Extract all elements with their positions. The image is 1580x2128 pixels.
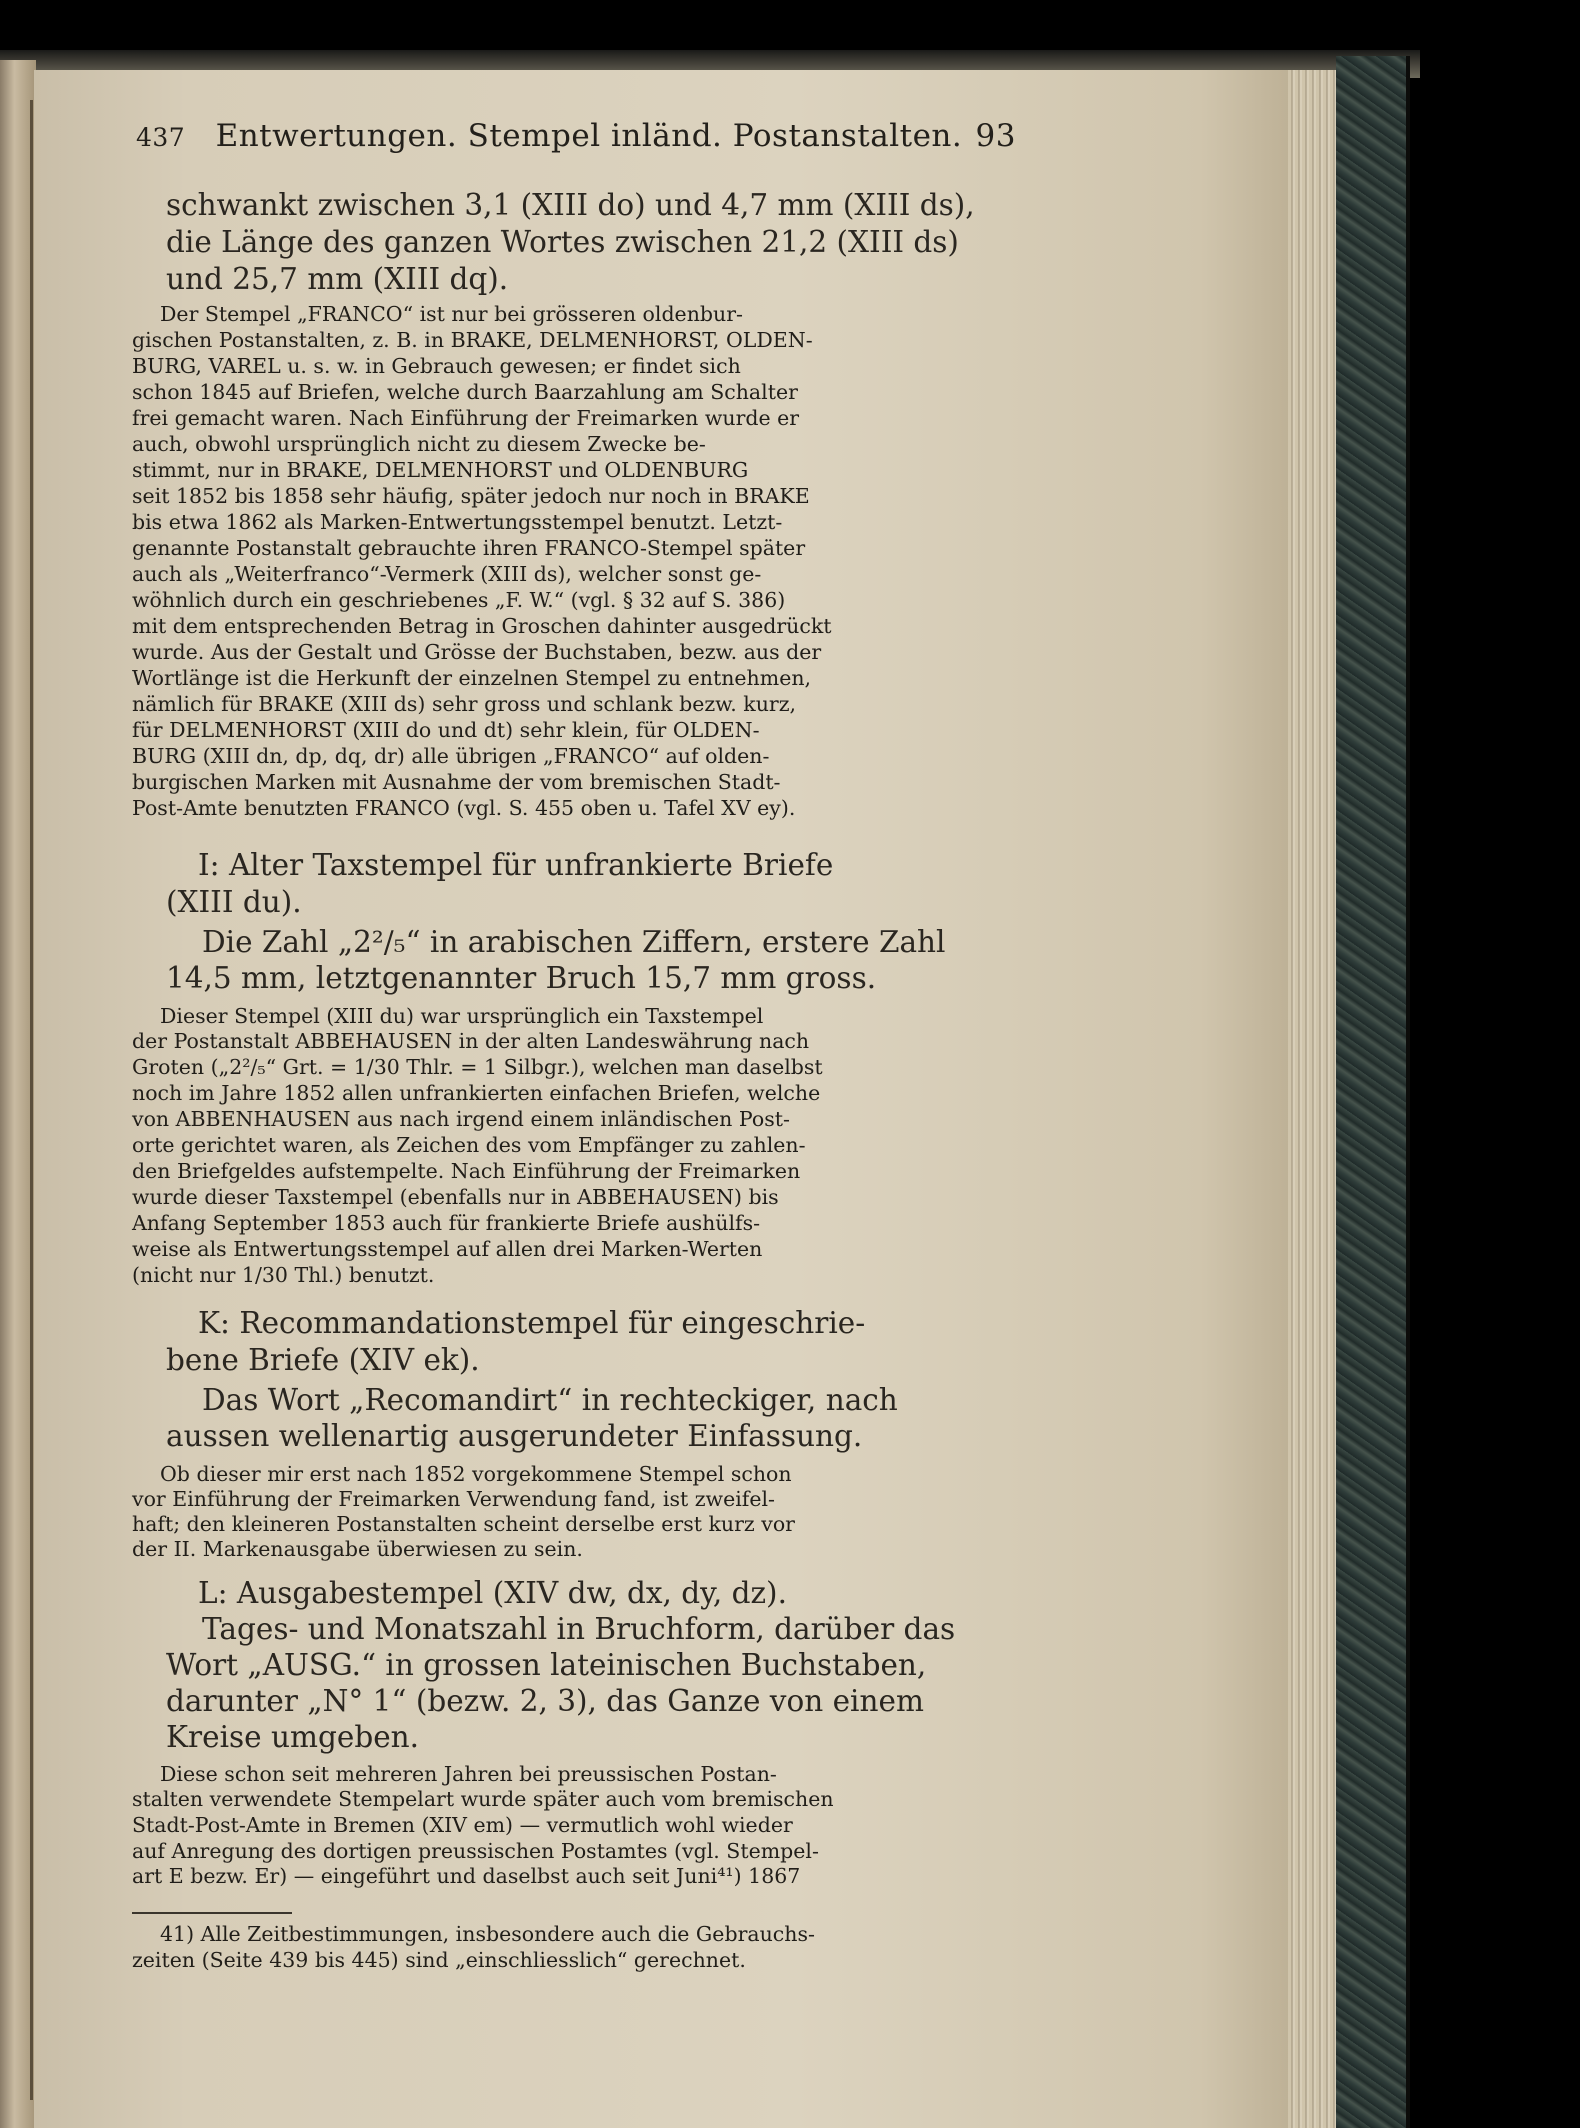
- body-line-large: 14,5 mm, letztgenannter Bruch 15,7 mm gross.: [166, 961, 877, 995]
- body-line-small: mit dem entsprechenden Betrag in Groschen dahinter ausgedrückt: [132, 614, 832, 638]
- body-line-large: schwankt zwischen 3,1 (XIII do) und 4,7 mm (XIII ds),: [166, 188, 975, 222]
- body-line-small: nämlich für BRAKE (XIII ds) sehr gross und schlank bezw. kurz,: [132, 692, 797, 716]
- body-line-small: Diese schon seit mehreren Jahren bei preussischen Postan-: [160, 1762, 777, 1786]
- body-line-small: stalten verwendete Stempelart wurde später auch vom bremischen: [132, 1787, 834, 1811]
- body-line-small: weise als Entwertungsstempel auf allen drei Marken-Werten: [132, 1237, 763, 1261]
- body-line-small: auch, obwohl ursprünglich nicht zu diesem Zwecke be-: [132, 432, 706, 456]
- body-line-small: art E bezw. Er) — eingeführt und daselbst auch seit Juni⁴¹) 1867: [132, 1864, 801, 1888]
- body-line-small: der II. Markenausgabe überwiesen zu sein.: [132, 1537, 583, 1561]
- body-line-large: aussen wellenartig ausgerundeter Einfassung.: [166, 1419, 863, 1453]
- body-line-large: bene Briefe (XIV ek).: [166, 1343, 480, 1377]
- body-line-small: Stadt-Post-Amte in Bremen (XIV em) — vermutlich wohl wieder: [132, 1813, 793, 1837]
- body-line-large: Die Zahl „2²/₅“ in arabischen Ziffern, erstere Zahl: [202, 925, 946, 959]
- body-line-large: Das Wort „Recomandirt“ in rechteckiger, nach: [202, 1383, 898, 1417]
- body-line-small: Groten („2²/₅“ Grt. = 1/30 Thlr. = 1 Silbgr.), welchen man daselbst: [132, 1055, 823, 1079]
- body-line-small: bis etwa 1862 als Marken-Entwertungsstempel benutzt. Letzt-: [132, 510, 783, 534]
- body-line-large: und 25,7 mm (XIII dq).: [166, 262, 509, 296]
- body-line-large: Tages- und Monatszahl in Bruchform, darüber das: [202, 1612, 956, 1646]
- body-line-small: gischen Postanstalten, z. B. in BRAKE, DELMENHORST, OLDEN-: [132, 328, 813, 352]
- body-line-large: darunter „N° 1“ (bezw. 2, 3), das Ganze von einem: [166, 1684, 924, 1718]
- body-line-small: BURG (XIII dn, dp, dq, dr) alle übrigen „FRANCO“ auf olden-: [132, 744, 770, 768]
- body-line-small: genannte Postanstalt gebrauchte ihren FRANCO-Stempel später: [132, 536, 806, 560]
- footnote-line: zeiten (Seite 439 bis 445) sind „einschliesslich“ gerechnet.: [132, 1948, 746, 1972]
- body-line-small: Anfang September 1853 auch für frankierte Briefe aushülfs-: [132, 1211, 761, 1235]
- body-line-large: die Länge des ganzen Wortes zwischen 21,2 (XIII ds): [166, 225, 959, 259]
- body-line-small: Ob dieser mir erst nach 1852 vorgekommene Stempel schon: [160, 1462, 792, 1486]
- body-line-small: haft; den kleineren Postanstalten scheint derselbe erst kurz vor: [132, 1512, 795, 1536]
- body-line-small: wurde. Aus der Gestalt und Grösse der Buchstaben, bezw. aus der: [132, 640, 822, 664]
- body-line-small: von ABBENHAUSEN aus nach irgend einem inländischen Post-: [132, 1107, 790, 1131]
- body-line-small: Der Stempel „FRANCO“ ist nur bei grösseren oldenbur-: [160, 302, 743, 326]
- body-line-small: wöhnlich durch ein geschriebenes „F. W.“ (vgl. § 32 auf S. 386): [132, 588, 786, 612]
- body-line-small: orte gerichtet waren, als Zeichen des vom Empfänger zu zahlen-: [132, 1133, 806, 1157]
- body-line-small: vor Einführung der Freimarken Verwendung fand, ist zweifel-: [132, 1487, 775, 1511]
- running-header: [136, 118, 1016, 154]
- footnote-line: 41) Alle Zeitbestimmungen, insbesondere auch die Gebrauchs-: [160, 1922, 815, 1946]
- body-line-small: BURG, VAREL u. s. w. in Gebrauch gewesen; er findet sich: [132, 354, 741, 378]
- body-line-small: schon 1845 auf Briefen, welche durch Baarzahlung am Schalter: [132, 380, 798, 404]
- body-line-large: (XIII du).: [166, 885, 302, 919]
- body-line-small: der Postanstalt ABBEHAUSEN in der alten Landeswährung nach: [132, 1029, 810, 1053]
- header-page-number: 93: [975, 118, 1016, 154]
- body-line-small: (nicht nur 1/30 Thl.) benutzt.: [132, 1263, 435, 1287]
- body-line-large: I: Alter Taxstempel für unfrankierte Briefe: [198, 848, 834, 882]
- body-line-small: noch im Jahre 1852 allen unfrankierten einfachen Briefen, welche: [132, 1081, 821, 1105]
- body-line-large: Kreise umgeben.: [166, 1720, 420, 1754]
- body-line-small: für DELMENHORST (XIII do und dt) sehr klein, für OLDEN-: [132, 718, 760, 742]
- body-line-large: K: Recommandationstempel für eingeschrie-: [198, 1306, 866, 1340]
- body-line-small: Wortlänge ist die Herkunft der einzelnen Stempel zu entnehmen,: [132, 666, 812, 690]
- body-line-small: den Briefgeldes aufstempelte. Nach Einführung der Freimarken: [132, 1159, 801, 1183]
- footnote-rule: [132, 1912, 292, 1914]
- body-line-small: stimmt, nur in BRAKE, DELMENHORST und OLDENBURG: [132, 458, 749, 482]
- body-line-small: Post-Amte benutzten FRANCO (vgl. S. 455 oben u. Tafel XV ey).: [132, 796, 796, 820]
- header-title: Entwertungen. Stempel inländ. Postanstalten.: [215, 118, 963, 154]
- body-line-small: Dieser Stempel (XIII du) war ursprünglich ein Taxstempel: [160, 1004, 764, 1028]
- body-line-small: auf Anregung des dortigen preussischen Postamtes (vgl. Stempel-: [132, 1839, 819, 1863]
- header-page-ref: 437: [136, 123, 186, 152]
- body-line-small: wurde dieser Taxstempel (ebenfalls nur in ABBEHAUSEN) bis: [132, 1185, 779, 1209]
- body-line-small: frei gemacht waren. Nach Einführung der Freimarken wurde er: [132, 406, 800, 430]
- body-line-large: L: Ausgabestempel (XIV dw, dx, dy, dz).: [198, 1576, 787, 1610]
- body-line-large: Wort „AUSG.“ in grossen lateinischen Buchstaben,: [166, 1648, 927, 1682]
- body-line-small: seit 1852 bis 1858 sehr häufig, später jedoch nur noch in BRAKE: [132, 484, 810, 508]
- left-binding-line: [30, 100, 33, 2100]
- body-line-small: auch als „Weiterfranco“-Vermerk (XIII ds), welcher sonst ge-: [132, 562, 762, 586]
- body-line-small: burgischen Marken mit Ausnahme der vom bremischen Stadt-: [132, 770, 781, 794]
